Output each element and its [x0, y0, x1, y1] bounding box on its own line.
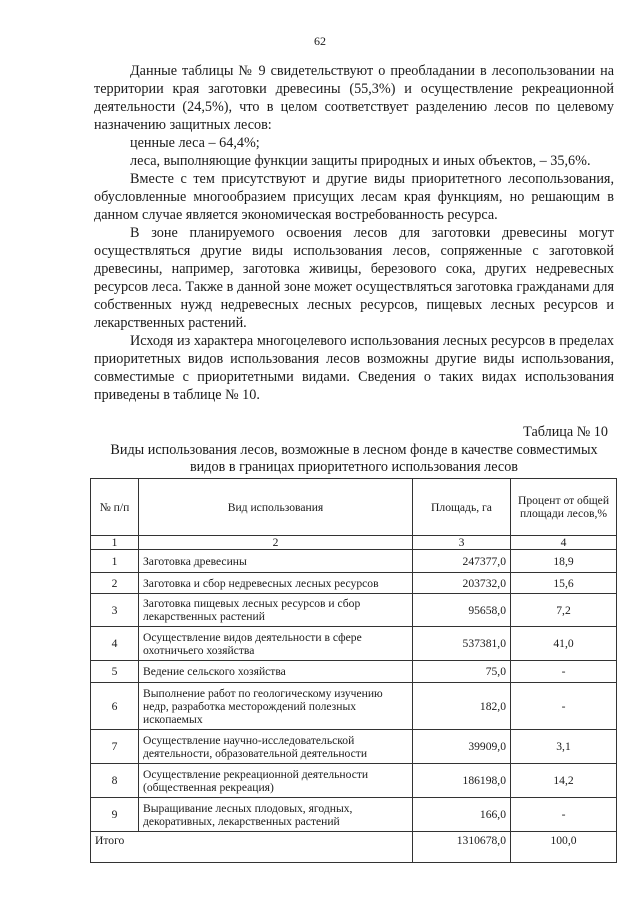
row-area: 186198,0 — [413, 764, 511, 798]
row-number: 7 — [91, 730, 139, 764]
table-header-row — [91, 479, 617, 536]
row-area: 203732,0 — [413, 573, 511, 594]
column-index: 1 — [91, 536, 139, 550]
total-percent: 100,0 — [511, 832, 617, 863]
row-area: 247377,0 — [413, 550, 511, 573]
table-label: Таблица № 10 — [523, 424, 608, 440]
row-number: 3 — [91, 594, 139, 627]
forest-use-table — [90, 478, 617, 863]
row-area: 75,0 — [413, 661, 511, 683]
row-use-type: Выращивание лесных плодовых, ягодных, декоративных, лекарственных растений — [139, 798, 413, 832]
total-label: Итого — [91, 832, 413, 863]
row-percent: 7,2 — [511, 594, 617, 627]
row-use-type: Выполнение работ по геологическому изучению недр, разработка месторождений полезных ископаемых — [139, 683, 413, 730]
paragraph-list-item: леса, выполняющие функции защиты природных и иных объектов, – 35,6%. — [130, 153, 591, 169]
table-row — [91, 627, 617, 661]
row-number: 8 — [91, 764, 139, 798]
row-use-type: Ведение сельского хозяйства — [139, 661, 413, 683]
table-row — [91, 661, 617, 683]
table-row — [91, 550, 617, 573]
row-percent: 3,1 — [511, 730, 617, 764]
table-row — [91, 764, 617, 798]
paragraph: В зоне планируемого освоения лесов для заготовки древесины могут осуществляться другие виды использования лесов, сопряженные с заготовкой древесины, например, заготовка живицы, березового сока, других недревесных ресурсов леса. Также в данной зоне может осуществляться заготовка гражданами для собственных нужд недревесных лесных ресурсов, пищевых лесных ресурсов и лекарственных растений. — [94, 225, 614, 331]
header-type: Вид использования — [139, 479, 413, 536]
row-percent: - — [511, 798, 617, 832]
row-number: 2 — [91, 573, 139, 594]
table-index-row — [91, 536, 617, 550]
table-caption: Виды использования лесов, возможные в лесном фонде в качестве совместимых видов в границах приоритетного использования лесов — [110, 442, 598, 475]
row-number: 4 — [91, 627, 139, 661]
row-percent: - — [511, 683, 617, 730]
page-number: 62 — [314, 34, 326, 48]
table-total-row — [91, 832, 617, 863]
header-num: № п/п — [91, 479, 139, 536]
row-area: 182,0 — [413, 683, 511, 730]
row-percent: 15,6 — [511, 573, 617, 594]
column-index: 3 — [413, 536, 511, 550]
body-text — [94, 62, 614, 404]
table-row — [91, 683, 617, 730]
total-area: 1310678,0 — [413, 832, 511, 863]
header-area: Площадь, га — [413, 479, 511, 536]
paragraph: Данные таблицы № 9 свидетельствуют о преобладании в лесопользовании на территории края заготовки древесины (55,3%) и осуществление рекреационной деятельности (24,5%), что в целом соответствует разделению лесов по целевому назначению защитных лесов: — [94, 63, 614, 133]
row-number: 5 — [91, 661, 139, 683]
row-percent: - — [511, 661, 617, 683]
row-use-type: Заготовка пищевых лесных ресурсов и сбор лекарственных растений — [139, 594, 413, 627]
row-percent: 41,0 — [511, 627, 617, 661]
paragraph: Исходя из характера многоцелевого использования лесных ресурсов в пределах приоритетных видов использования лесов возможны другие виды использования, совместимые с приоритетными видами. Сведения о таких видах использования приведены в таблице № 10. — [94, 333, 614, 403]
row-number: 6 — [91, 683, 139, 730]
row-use-type: Заготовка и сбор недревесных лесных ресурсов — [139, 573, 413, 594]
row-percent: 18,9 — [511, 550, 617, 573]
table-row — [91, 594, 617, 627]
row-use-type: Осуществление рекреационной деятельности (общественная рекреация) — [139, 764, 413, 798]
row-area: 39909,0 — [413, 730, 511, 764]
row-use-type: Осуществление видов деятельности в сфере охотничьего хозяйства — [139, 627, 413, 661]
table-row — [91, 798, 617, 832]
row-use-type: Осуществление научно-исследовательской деятельности, образовательной деятельности — [139, 730, 413, 764]
column-index: 4 — [511, 536, 617, 550]
table-row — [91, 573, 617, 594]
table-row — [91, 730, 617, 764]
row-area: 537381,0 — [413, 627, 511, 661]
row-number: 1 — [91, 550, 139, 573]
row-area: 166,0 — [413, 798, 511, 832]
row-use-type: Заготовка древесины — [139, 550, 413, 573]
row-number: 9 — [91, 798, 139, 832]
row-area: 95658,0 — [413, 594, 511, 627]
paragraph: Вместе с тем присутствуют и другие виды приоритетного лесопользования, обусловленные многообразием присущих лесам края функциям, но решающим в данном случае является экономическая востребованность ресурса. — [94, 171, 614, 223]
header-percent: Процент от общей площади лесов,% — [511, 479, 617, 536]
paragraph-list-item: ценные леса – 64,4%; — [130, 135, 260, 151]
row-percent: 14,2 — [511, 764, 617, 798]
column-index: 2 — [139, 536, 413, 550]
